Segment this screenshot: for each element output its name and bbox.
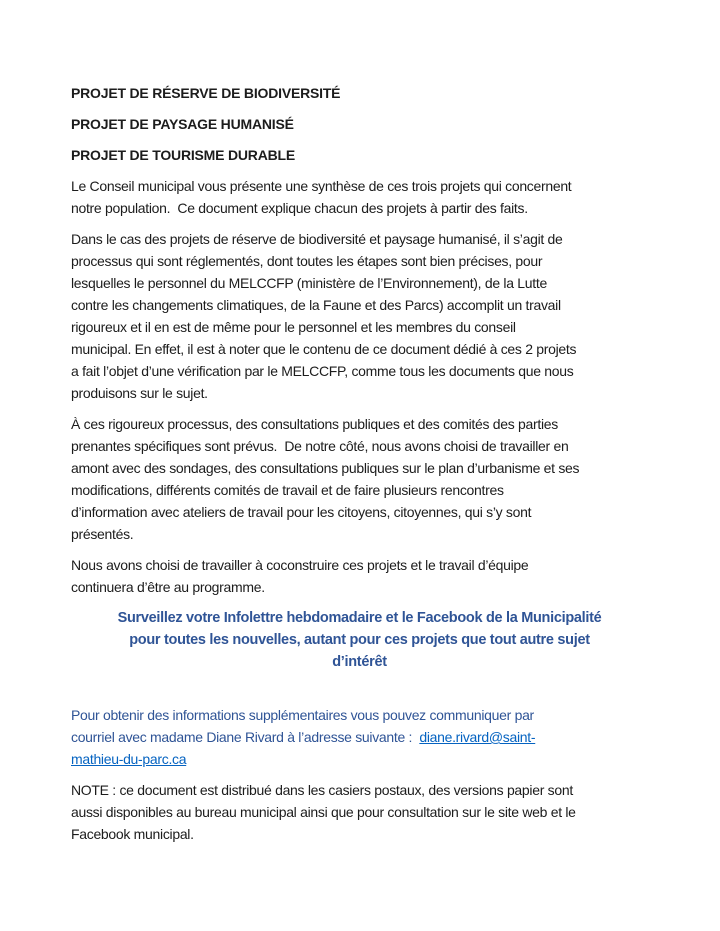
text-line: a fait l’objet d’une vérification par le MELCCFP, comme tous les documents que nous — [71, 363, 574, 379]
text-line: processus qui sont réglementés, dont toutes les étapes sont bien précises, pour — [71, 253, 543, 269]
notice-line: pour toutes les nouvelles, autant pour ces projets que tout autre sujet — [129, 632, 590, 648]
heading-projet-tourisme-durable: PROJET DE TOURISME DURABLE — [71, 147, 296, 163]
text-line: municipal. En effet, il est à noter que le contenu de ce document dédié à ces 2 projets — [71, 341, 577, 357]
email-link[interactable]: diane.rivard@saint- — [419, 729, 536, 745]
text-line: modifications, différents comités de travail et de faire plusieurs rencontres — [71, 482, 504, 498]
text-line — [71, 748, 654, 770]
text-line: À ces rigoureux processus, des consultations publiques et des comités des parties — [71, 416, 558, 432]
text-line: Facebook municipal. — [71, 826, 194, 842]
paragraph-intro — [71, 175, 654, 219]
text-line: Dans le cas des projets de réserve de biodiversité et paysage humanisé, il s’agit de — [71, 231, 563, 247]
text-line: NOTE : ce document est distribué dans les casiers postaux, des versions papier sont — [71, 782, 573, 798]
text-line: continuera d’être au programme. — [71, 579, 265, 595]
paragraph-teamwork — [71, 554, 654, 598]
text-line — [71, 726, 654, 748]
heading-projet-paysage-humanise: PROJET DE PAYSAGE HUMANISÉ — [71, 116, 294, 132]
text-line: notre population. Ce document explique chacun des projets à partir des faits. — [71, 200, 528, 216]
notice-line: d’intérêt — [332, 654, 387, 670]
text-line: prenantes spécifiques sont prévus. De notre côté, nous avons choisi de travailler en — [71, 438, 569, 454]
text-line: lesquelles le personnel du MELCCFP (ministère de l’Environnement), de la Lutte — [71, 275, 547, 291]
contact-text: courriel avec madame Diane Rivard à l’adresse suivante : — [71, 729, 420, 745]
text-line: Le Conseil municipal vous présente une synthèse de ces trois projets qui concernent — [71, 178, 572, 194]
paragraph-note — [71, 779, 654, 845]
heading-projet-reserve-biodiversite: PROJET DE RÉSERVE DE BIODIVERSITÉ — [71, 85, 341, 101]
paragraph-consultations — [71, 413, 654, 545]
paragraph-process — [71, 228, 654, 404]
text-line: rigoureux et il en est de même pour le personnel et les membres du conseil — [71, 319, 516, 335]
text-line: produisons sur le sujet. — [71, 385, 208, 401]
paragraph-contact — [71, 704, 654, 770]
notice-line: Surveillez votre Infolettre hebdomadaire et le Facebook de la Municipalité — [117, 610, 602, 626]
text-line: contre les changements climatiques, de la Faune et des Parcs) accomplit un travail — [71, 297, 561, 313]
text-line: amont avec des sondages, des consultations publiques sur le plan d’urbanisme et ses — [71, 460, 580, 476]
text-line: Pour obtenir des informations supplémentaires vous pouvez communiquer par — [71, 707, 534, 723]
text-line: aussi disponibles au bureau municipal ainsi que pour consultation sur le site web et le — [71, 804, 576, 820]
notice-infolettre-facebook — [71, 607, 648, 673]
email-link[interactable]: mathieu-du-parc.ca — [71, 751, 187, 767]
text-line: présentés. — [71, 526, 134, 542]
text-line: d’information avec ateliers de travail pour les citoyens, citoyennes, qui s’y sont — [71, 504, 532, 520]
text-line: Nous avons choisi de travailler à coconstruire ces projets et le travail d’équipe — [71, 557, 529, 573]
